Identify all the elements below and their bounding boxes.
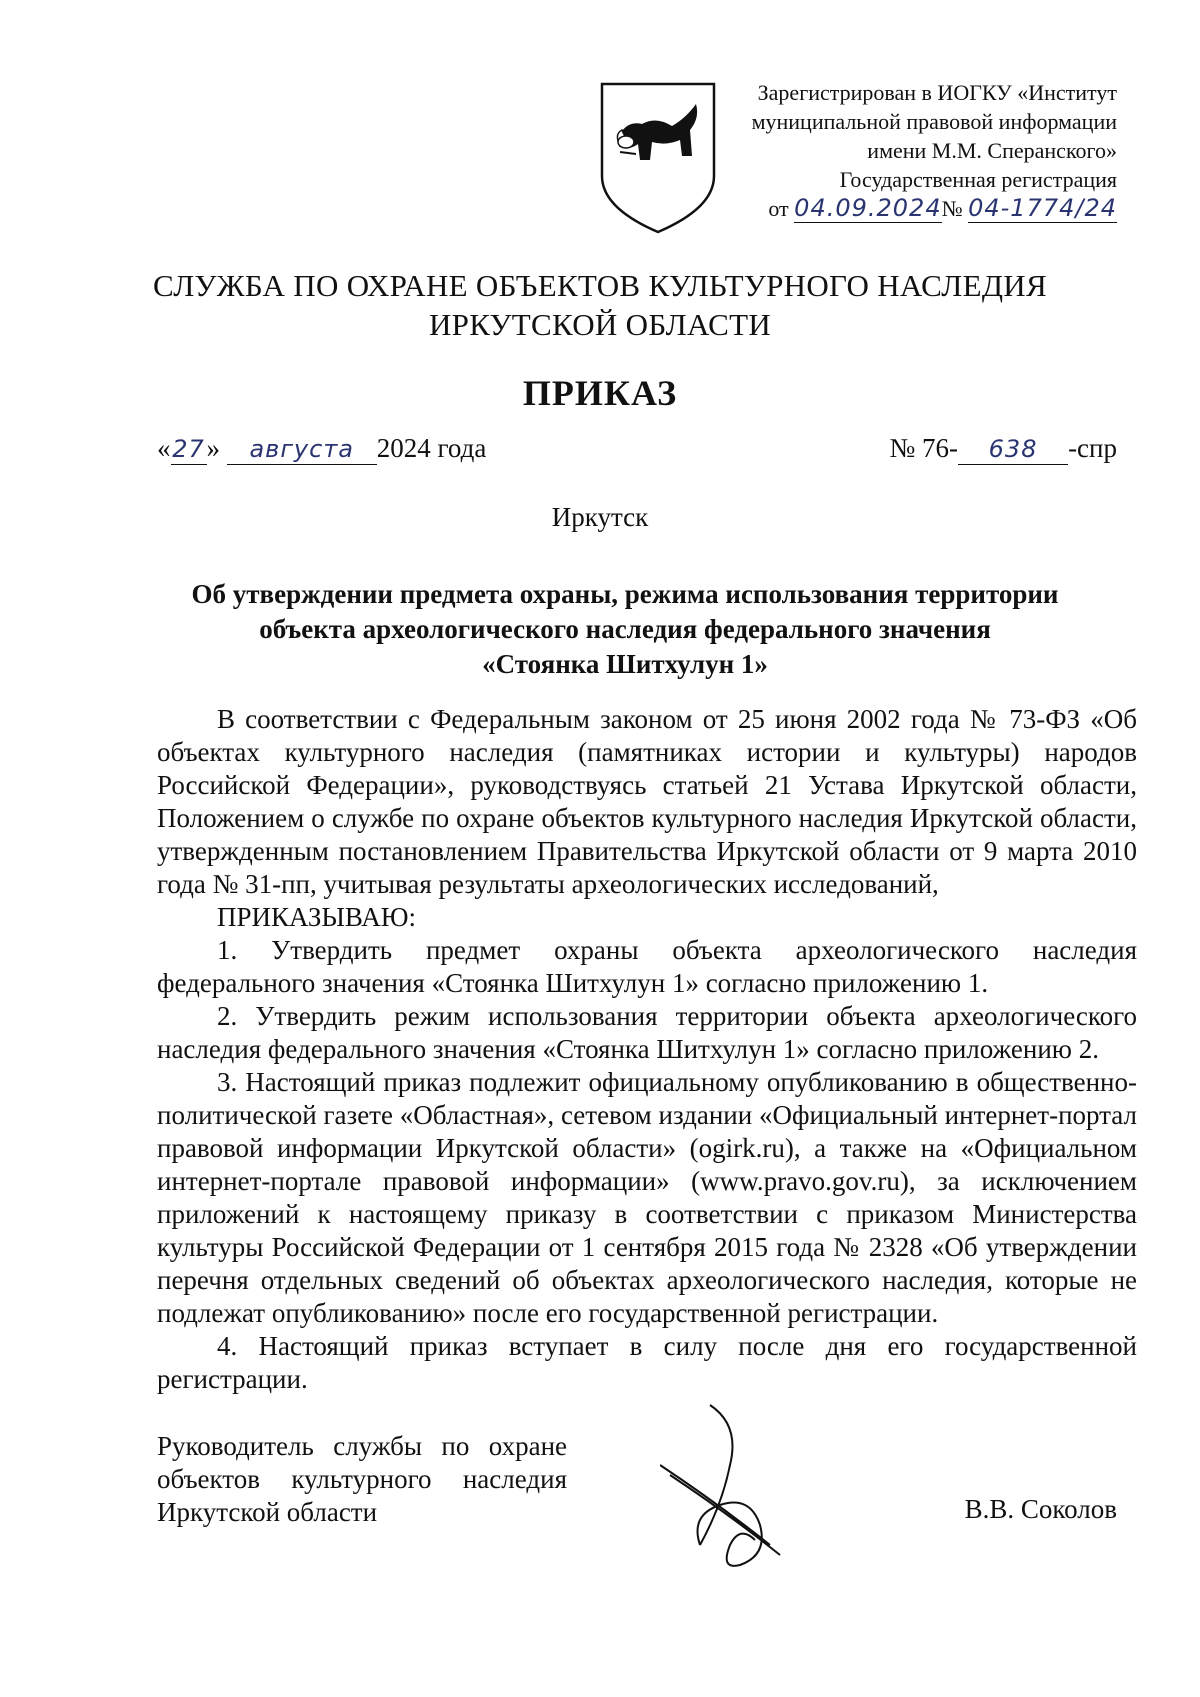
signatory-name: В.В. Соколов [964,1494,1117,1524]
registration-number-prefix: № [941,196,963,221]
document-title: ПРИКАЗ [522,373,678,413]
order-item-4: 4. Настоящий приказ вступает в силу после дня его государственной регистрации. [157,1331,1137,1394]
order-item-1: 1. Утвердить предмет охраны объекта археологического наследия федерального значения «Стоянка Шитхулун 1» согласно приложению 1. [157,935,1137,998]
registration-date: 04.09.2024 [794,194,942,222]
registration-number: 04-1774/24 [968,194,1117,222]
subject-line: «Стоянка Шитхулун 1» [482,649,768,679]
order-body [157,703,1137,1396]
signatory-position [157,1430,567,1529]
subject-line: объекта археологического наследия федерального значения [259,614,991,644]
order-item-3: 3. Настоящий приказ подлежит официальному опубликованию в общественно-политической газете «Областная», сетевом издании «Официальный интернет-портал правовой информации Иркутской области» (ogirk.ru), а также на «Официальном интернет-портале правовой информации» (www.pravo.gov.ru), за исключением приложений к настоящему приказу в соответствии с приказом Министерства культуры Российской Федерации от 1 сентября 2015 года № 2328 «Об утверждении перечня отдельных сведений об объектах археологического наследия, которые не подлежат опубликованию» после его государственной регистрации. [157,1067,1137,1328]
registration-line: имени М.М. Сперанского» [867,138,1117,163]
signatory-position-line: объектов культурного наследия [157,1464,567,1494]
subject-line: Об утверждении предмета охраны, режима использования территории [191,579,1059,609]
date-close-quote: » [206,433,220,463]
registration-line: Государственная регистрация [839,167,1117,192]
city-name: Иркутск [551,502,649,532]
order-item-2: 2. Утвердить режим использования территории объекта археологического наследия федерального значения «Стоянка Шитхулун 1» согласно приложению 2. [157,1001,1137,1064]
agency-name [0,266,1200,344]
order-word: ПРИКАЗЫВАЮ: [217,902,416,932]
handwritten-signature [660,1395,840,1575]
registration-date-line [597,194,1117,223]
order-day: 27 [172,435,205,463]
order-month: августа [227,434,377,465]
date-open-quote: « [157,433,171,463]
order-number: 638 [958,434,1068,465]
order-number-suffix: -спр [1068,433,1117,463]
signatory-position-line: Руководитель службы по охране [157,1431,567,1461]
order-date-line [157,433,486,465]
registration-line: муниципальной правовой информации [751,109,1117,134]
signatory-position-line: Иркутской области [157,1497,378,1527]
agency-line: СЛУЖБА ПО ОХРАНЕ ОБЪЕКТОВ КУЛЬТУРНОГО НАСЛЕДИЯ [153,268,1047,303]
registration-stamp [597,78,1117,223]
order-subject [150,577,1100,682]
agency-line: ИРКУТСКОЙ ОБЛАСТИ [428,307,772,342]
registration-line: Зарегистрирован в ИОГКУ «Институт [757,80,1117,105]
preamble-paragraph: В соответствии с Федеральным законом от 25 июня 2002 года № 73-ФЗ «Об объектах культурного наследия (памятниках истории и культуры) народов Российской Федерации», руководствуясь статьей 21 Устава Иркутской области, Положением о службе по охране объектов культурного наследия Иркутской области, утвержденным постановлением Правительства Иркутской области от 9 марта 2010 года № 31-пп, учитывая результаты археологических исследований, [157,704,1137,899]
order-year: 2024 года [376,433,487,463]
order-number-line [890,433,1117,465]
registration-date-prefix: от [768,196,789,221]
order-number-prefix: № 76- [889,433,959,463]
